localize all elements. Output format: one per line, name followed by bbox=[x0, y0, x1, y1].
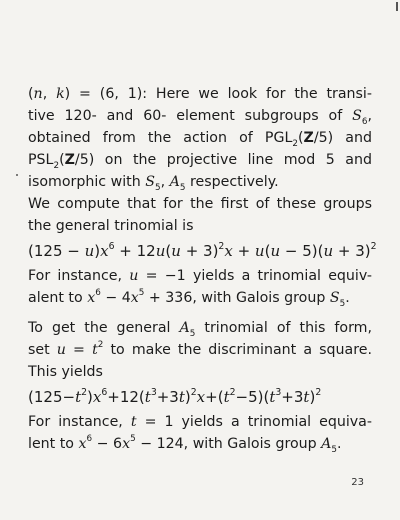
var-u: u bbox=[56, 342, 66, 358]
paragraph-3 bbox=[28, 318, 372, 456]
integers-symbol: Z bbox=[303, 130, 314, 146]
text: ( bbox=[59, 152, 65, 168]
exponent: 2 bbox=[190, 386, 197, 398]
formula-part: ) bbox=[94, 242, 101, 260]
paragraph-2 bbox=[28, 194, 377, 310]
subscript: 5 bbox=[154, 182, 161, 193]
var-x: x bbox=[122, 436, 131, 452]
text: respectively. bbox=[185, 174, 279, 190]
text: obtained from the action of PGL bbox=[28, 130, 293, 146]
p3-line-2 bbox=[28, 340, 372, 360]
var-t: t bbox=[269, 388, 276, 406]
exponent: 2 bbox=[97, 339, 104, 350]
exponent: 3 bbox=[150, 386, 157, 398]
formula-part: +3 bbox=[281, 388, 304, 406]
exponent: 2 bbox=[81, 386, 88, 398]
text: = bbox=[65, 342, 93, 358]
formula-part: −5)( bbox=[235, 388, 270, 406]
text: trinomial of this form, bbox=[195, 320, 372, 336]
var-x: x bbox=[78, 436, 87, 452]
p1-line-5 bbox=[28, 172, 372, 192]
var-x: x bbox=[92, 388, 102, 406]
var-n: n bbox=[33, 86, 43, 102]
formula-part: − 5)( bbox=[280, 242, 324, 260]
text: lent to bbox=[28, 436, 79, 452]
text: to make the discriminant a square. bbox=[103, 342, 372, 358]
page-number: 23 bbox=[351, 477, 364, 488]
var-u: u bbox=[254, 242, 265, 260]
paragraph-1 bbox=[28, 84, 372, 194]
formula-part: ( bbox=[165, 242, 172, 260]
var-u: u bbox=[323, 242, 334, 260]
formula-part: + 3) bbox=[180, 242, 219, 260]
text: alent to bbox=[28, 290, 88, 306]
margin-dot bbox=[16, 174, 18, 176]
subscript: 2 bbox=[292, 138, 298, 149]
var-A: A bbox=[169, 174, 180, 190]
var-u: u bbox=[171, 242, 181, 260]
var-u: u bbox=[270, 242, 281, 260]
text: PSL bbox=[28, 152, 54, 168]
text: For instance, bbox=[28, 414, 131, 430]
trinomial-formula-s5 bbox=[28, 240, 377, 262]
text: + 336, with Galois group bbox=[144, 290, 330, 306]
trinomial-formula-a5 bbox=[28, 386, 372, 408]
var-k: k bbox=[56, 86, 65, 102]
var-t: t bbox=[178, 388, 185, 406]
exponent: 3 bbox=[275, 386, 282, 398]
text: . bbox=[345, 290, 350, 306]
var-x: x bbox=[100, 242, 109, 260]
var-t: t bbox=[144, 388, 151, 406]
exponent: 2 bbox=[218, 240, 225, 252]
var-x: x bbox=[130, 290, 139, 306]
formula-part: (125 − bbox=[28, 242, 85, 260]
var-A: A bbox=[179, 320, 190, 336]
text: = 1 yields a trinomial equiva- bbox=[136, 414, 372, 430]
subscript: 5 bbox=[189, 328, 196, 339]
formula-part: +( bbox=[205, 388, 224, 406]
p2-line-1: We compute that for the first of these groups bbox=[28, 196, 372, 212]
exponent: 6 bbox=[95, 287, 101, 298]
text: = −1 yields a trinomial equiv- bbox=[138, 268, 372, 284]
text: ( bbox=[297, 130, 304, 146]
p3-instance-line-1 bbox=[28, 412, 372, 432]
var-S: S bbox=[145, 174, 155, 190]
text: set bbox=[28, 342, 57, 358]
p3-instance-line-2 bbox=[28, 434, 372, 454]
subscript: 5 bbox=[339, 298, 346, 309]
formula-part: + 3) bbox=[333, 242, 371, 260]
text: ( bbox=[28, 86, 34, 102]
text: . bbox=[337, 436, 342, 452]
var-u: u bbox=[129, 268, 139, 284]
text: , bbox=[42, 86, 57, 102]
text: For instance, bbox=[28, 268, 130, 284]
formula-part: ) bbox=[184, 388, 191, 406]
formula-part: +3 bbox=[156, 388, 179, 406]
var-x: x bbox=[87, 290, 96, 306]
p1-line-2 bbox=[28, 106, 372, 126]
p3-line-1 bbox=[28, 318, 372, 338]
exponent: 5 bbox=[138, 287, 145, 298]
exponent: 6 bbox=[108, 240, 115, 252]
p1-line-1 bbox=[28, 84, 372, 104]
subscript: 5 bbox=[179, 182, 186, 193]
formula-part: ( bbox=[264, 242, 271, 260]
p1-line-4 bbox=[28, 150, 372, 170]
text: − 124, with Galois group bbox=[135, 436, 322, 452]
p2-line-2: the general trinomial is bbox=[28, 218, 194, 234]
var-t: t bbox=[223, 388, 230, 406]
text: /5) on the projective line mod 5 and bbox=[74, 152, 372, 168]
p3-line-3: This yields bbox=[28, 364, 103, 380]
subscript: 2 bbox=[53, 160, 60, 171]
p2-instance-line-1 bbox=[28, 266, 372, 286]
text: − 6 bbox=[92, 436, 123, 452]
exponent: 6 bbox=[101, 386, 108, 398]
var-t: t bbox=[130, 414, 137, 430]
var-u: u bbox=[84, 242, 95, 260]
exponent: 2 bbox=[370, 240, 377, 252]
text: − 4 bbox=[100, 290, 131, 306]
integers-symbol: Z bbox=[64, 152, 75, 168]
text: /5) and bbox=[313, 130, 372, 146]
subscript: 6 bbox=[361, 116, 368, 127]
p1-line-3 bbox=[28, 128, 372, 148]
var-t: t bbox=[303, 388, 310, 406]
exponent: 2 bbox=[229, 386, 236, 398]
exponent: 6 bbox=[86, 433, 93, 444]
var-t: t bbox=[75, 388, 82, 406]
subscript: 5 bbox=[331, 444, 338, 455]
formula-part: ) bbox=[309, 388, 316, 406]
text: , bbox=[160, 174, 170, 190]
var-S: S bbox=[329, 290, 340, 306]
var-x: x bbox=[224, 242, 233, 260]
exponent: 5 bbox=[130, 433, 136, 444]
var-x: x bbox=[196, 388, 206, 406]
text: ) = (6, 1): Here we look for the transi- bbox=[64, 86, 372, 102]
text: isomorphic with bbox=[28, 174, 146, 190]
formula-part: (125− bbox=[28, 388, 76, 406]
var-S: S bbox=[352, 108, 362, 124]
var-u: u bbox=[155, 242, 166, 260]
text: , bbox=[367, 108, 372, 124]
text: tive 120- and 60- element subgroups of bbox=[28, 108, 353, 124]
formula-part: +12( bbox=[107, 388, 145, 406]
p2-instance-line-2 bbox=[28, 288, 372, 308]
formula-part: ) bbox=[87, 388, 93, 406]
page-edge-mark bbox=[396, 2, 398, 11]
text: To get the general bbox=[28, 320, 180, 336]
exponent: 2 bbox=[315, 386, 322, 398]
var-t: t bbox=[92, 342, 98, 358]
formula-part: + bbox=[232, 242, 255, 260]
formula-part: + 12 bbox=[114, 242, 156, 260]
var-A: A bbox=[321, 436, 332, 452]
